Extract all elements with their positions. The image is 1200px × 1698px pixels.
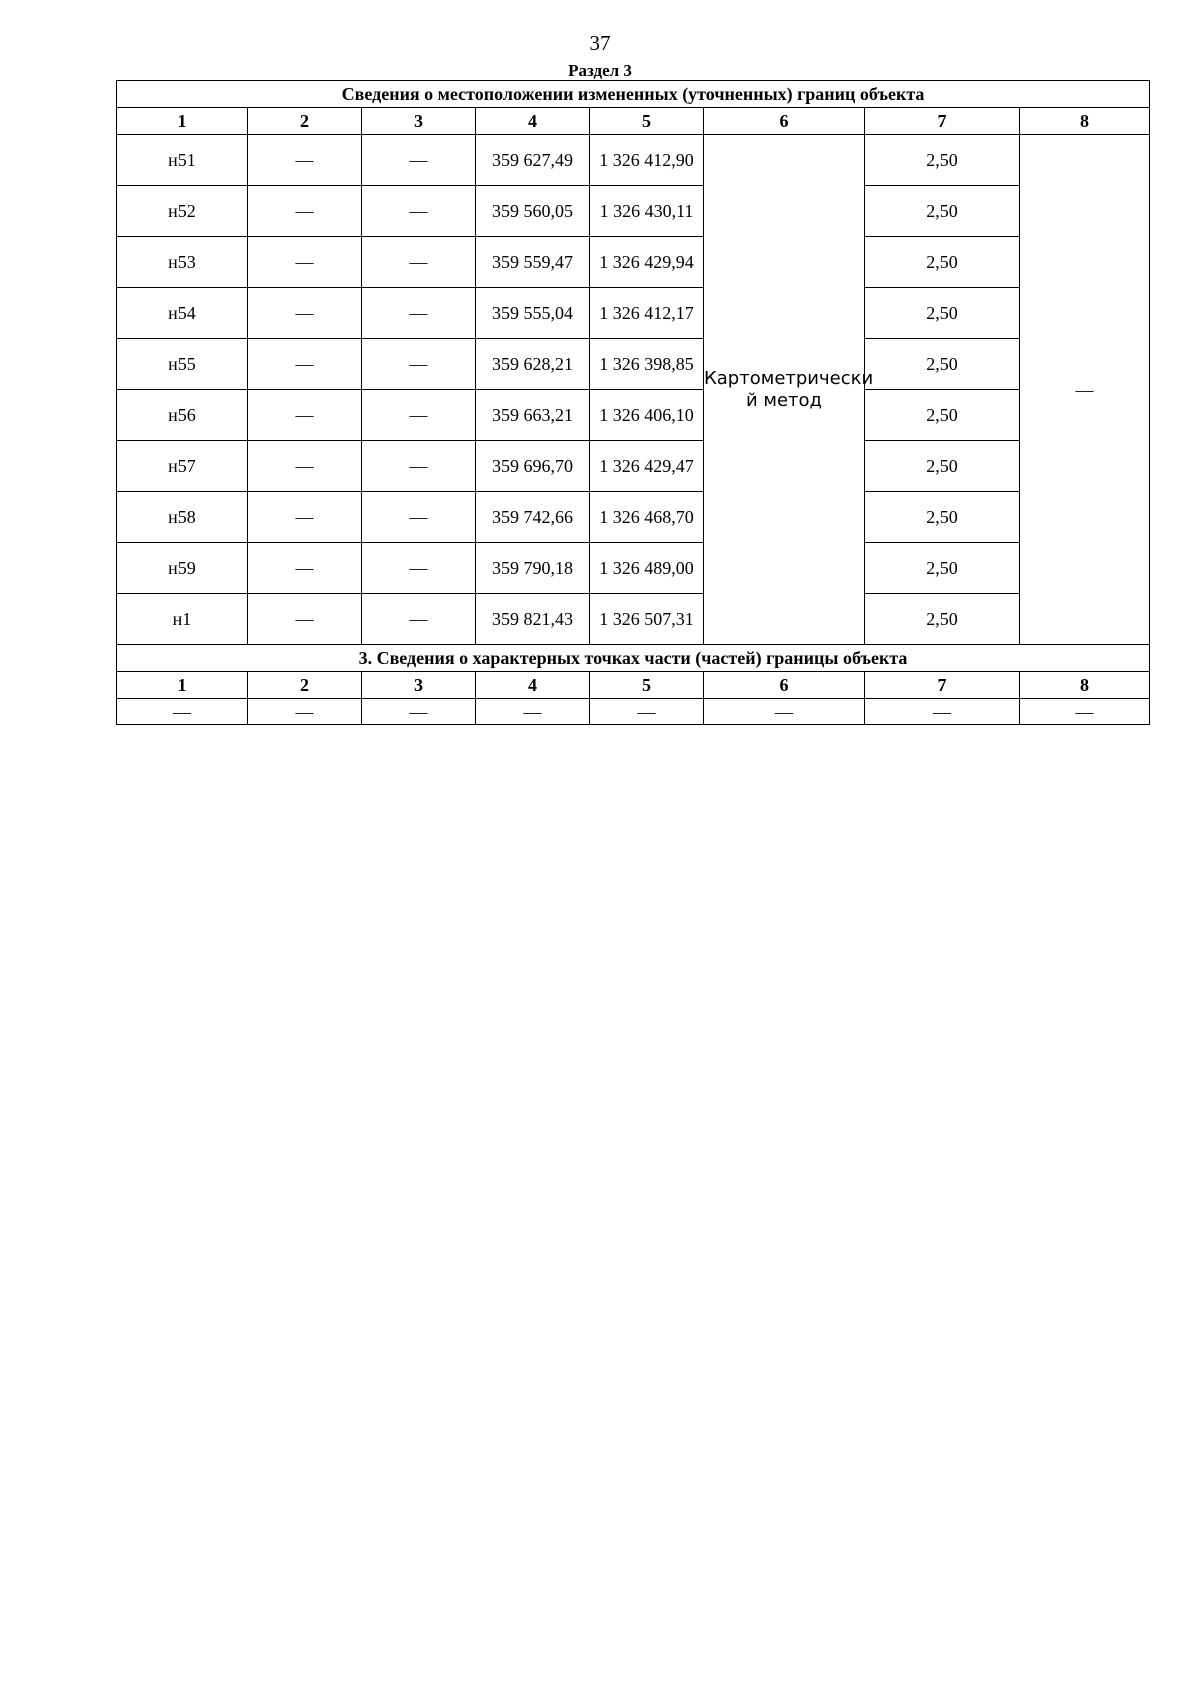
table2-header-row <box>117 672 1150 699</box>
table-row <box>117 699 1150 725</box>
point-cell: н58 <box>117 492 248 543</box>
accuracy-cell: 2,50 <box>865 186 1020 237</box>
table2-cell: — <box>362 699 476 725</box>
y-coordinate-cell: 1 326 398,85 <box>590 339 704 390</box>
point-cell: н59 <box>117 543 248 594</box>
col3-cell: — <box>362 441 476 492</box>
col2-cell: — <box>248 135 362 186</box>
col2-cell: — <box>248 390 362 441</box>
point-cell: н53 <box>117 237 248 288</box>
table1-header-cell: 6 <box>704 108 865 135</box>
table2-header-cell: 2 <box>248 672 362 699</box>
table-row <box>117 135 1150 186</box>
accuracy-cell: 2,50 <box>865 135 1020 186</box>
table2-header-cell: 6 <box>704 672 865 699</box>
table2-cell: — <box>704 699 865 725</box>
table1-header-cell: 3 <box>362 108 476 135</box>
x-coordinate-cell: 359 560,05 <box>476 186 590 237</box>
col3-cell: — <box>362 543 476 594</box>
x-coordinate-cell: 359 663,21 <box>476 390 590 441</box>
point-cell: н57 <box>117 441 248 492</box>
table2-header-cell: 5 <box>590 672 704 699</box>
col2-cell: — <box>248 237 362 288</box>
table1-header-row <box>117 108 1150 135</box>
x-coordinate-cell: 359 559,47 <box>476 237 590 288</box>
point-cell: н56 <box>117 390 248 441</box>
accuracy-cell: 2,50 <box>865 237 1020 288</box>
table1-header-cell: 5 <box>590 108 704 135</box>
table-body <box>117 81 1150 725</box>
col3-cell: — <box>362 186 476 237</box>
col3-cell: — <box>362 339 476 390</box>
table-row <box>117 441 1150 492</box>
table-row <box>117 543 1150 594</box>
table-row <box>117 288 1150 339</box>
point-cell: н55 <box>117 339 248 390</box>
table1-caption: Сведения о местоположении измененных (уточненных) границ объекта <box>117 81 1150 108</box>
table2-cell: — <box>248 699 362 725</box>
table-row <box>117 186 1150 237</box>
table2-header-cell: 7 <box>865 672 1020 699</box>
accuracy-cell: 2,50 <box>865 594 1020 645</box>
table-row <box>117 339 1150 390</box>
table1-header-cell: 7 <box>865 108 1020 135</box>
accuracy-cell: 2,50 <box>865 339 1020 390</box>
table2-header-cell: 4 <box>476 672 590 699</box>
table-row <box>117 237 1150 288</box>
col2-cell: — <box>248 594 362 645</box>
y-coordinate-cell: 1 326 412,17 <box>590 288 704 339</box>
section-title: Раздел 3 <box>568 61 632 80</box>
col3-cell: — <box>362 390 476 441</box>
coordinates-table <box>116 80 1150 725</box>
table2-header-cell: 1 <box>117 672 248 699</box>
table1-header-cell: 2 <box>248 108 362 135</box>
table-row <box>117 594 1150 645</box>
y-coordinate-cell: 1 326 507,31 <box>590 594 704 645</box>
accuracy-cell: 2,50 <box>865 441 1020 492</box>
accuracy-cell: 2,50 <box>865 288 1020 339</box>
x-coordinate-cell: 359 555,04 <box>476 288 590 339</box>
col2-cell: — <box>248 186 362 237</box>
y-coordinate-cell: 1 326 468,70 <box>590 492 704 543</box>
col2-cell: — <box>248 543 362 594</box>
col8-cell: — <box>1020 135 1150 645</box>
x-coordinate-cell: 359 790,18 <box>476 543 590 594</box>
x-coordinate-cell: 359 742,66 <box>476 492 590 543</box>
col2-cell: — <box>248 492 362 543</box>
x-coordinate-cell: 359 696,70 <box>476 441 590 492</box>
table-row <box>117 390 1150 441</box>
y-coordinate-cell: 1 326 489,00 <box>590 543 704 594</box>
table1-header-cell: 8 <box>1020 108 1150 135</box>
table1-header-cell: 4 <box>476 108 590 135</box>
point-cell: н52 <box>117 186 248 237</box>
point-cell: н54 <box>117 288 248 339</box>
table1-header-cell: 1 <box>117 108 248 135</box>
table1-caption-row <box>117 81 1150 108</box>
y-coordinate-cell: 1 326 429,94 <box>590 237 704 288</box>
col2-cell: — <box>248 339 362 390</box>
table2-cell: — <box>117 699 248 725</box>
point-cell: н51 <box>117 135 248 186</box>
x-coordinate-cell: 359 628,21 <box>476 339 590 390</box>
col3-cell: — <box>362 594 476 645</box>
x-coordinate-cell: 359 821,43 <box>476 594 590 645</box>
col3-cell: — <box>362 492 476 543</box>
table2-cell: — <box>1020 699 1150 725</box>
table2-cell: — <box>590 699 704 725</box>
accuracy-cell: 2,50 <box>865 390 1020 441</box>
accuracy-cell: 2,50 <box>865 543 1020 594</box>
y-coordinate-cell: 1 326 429,47 <box>590 441 704 492</box>
table2-header-cell: 8 <box>1020 672 1150 699</box>
table2-cell: — <box>476 699 590 725</box>
col3-cell: — <box>362 135 476 186</box>
y-coordinate-cell: 1 326 406,10 <box>590 390 704 441</box>
method-cell: Картометрически й метод <box>704 135 865 645</box>
y-coordinate-cell: 1 326 430,11 <box>590 186 704 237</box>
table-row <box>117 492 1150 543</box>
page-number: 37 <box>589 31 611 55</box>
table2-caption-row <box>117 645 1150 672</box>
col3-cell: — <box>362 237 476 288</box>
col2-cell: — <box>248 441 362 492</box>
accuracy-cell: 2,50 <box>865 492 1020 543</box>
col2-cell: — <box>248 288 362 339</box>
point-cell: н1 <box>117 594 248 645</box>
table2-header-cell: 3 <box>362 672 476 699</box>
table2-cell: — <box>865 699 1020 725</box>
x-coordinate-cell: 359 627,49 <box>476 135 590 186</box>
table2-caption: 3. Сведения о характерных точках части (частей) границы объекта <box>117 645 1150 672</box>
y-coordinate-cell: 1 326 412,90 <box>590 135 704 186</box>
col3-cell: — <box>362 288 476 339</box>
